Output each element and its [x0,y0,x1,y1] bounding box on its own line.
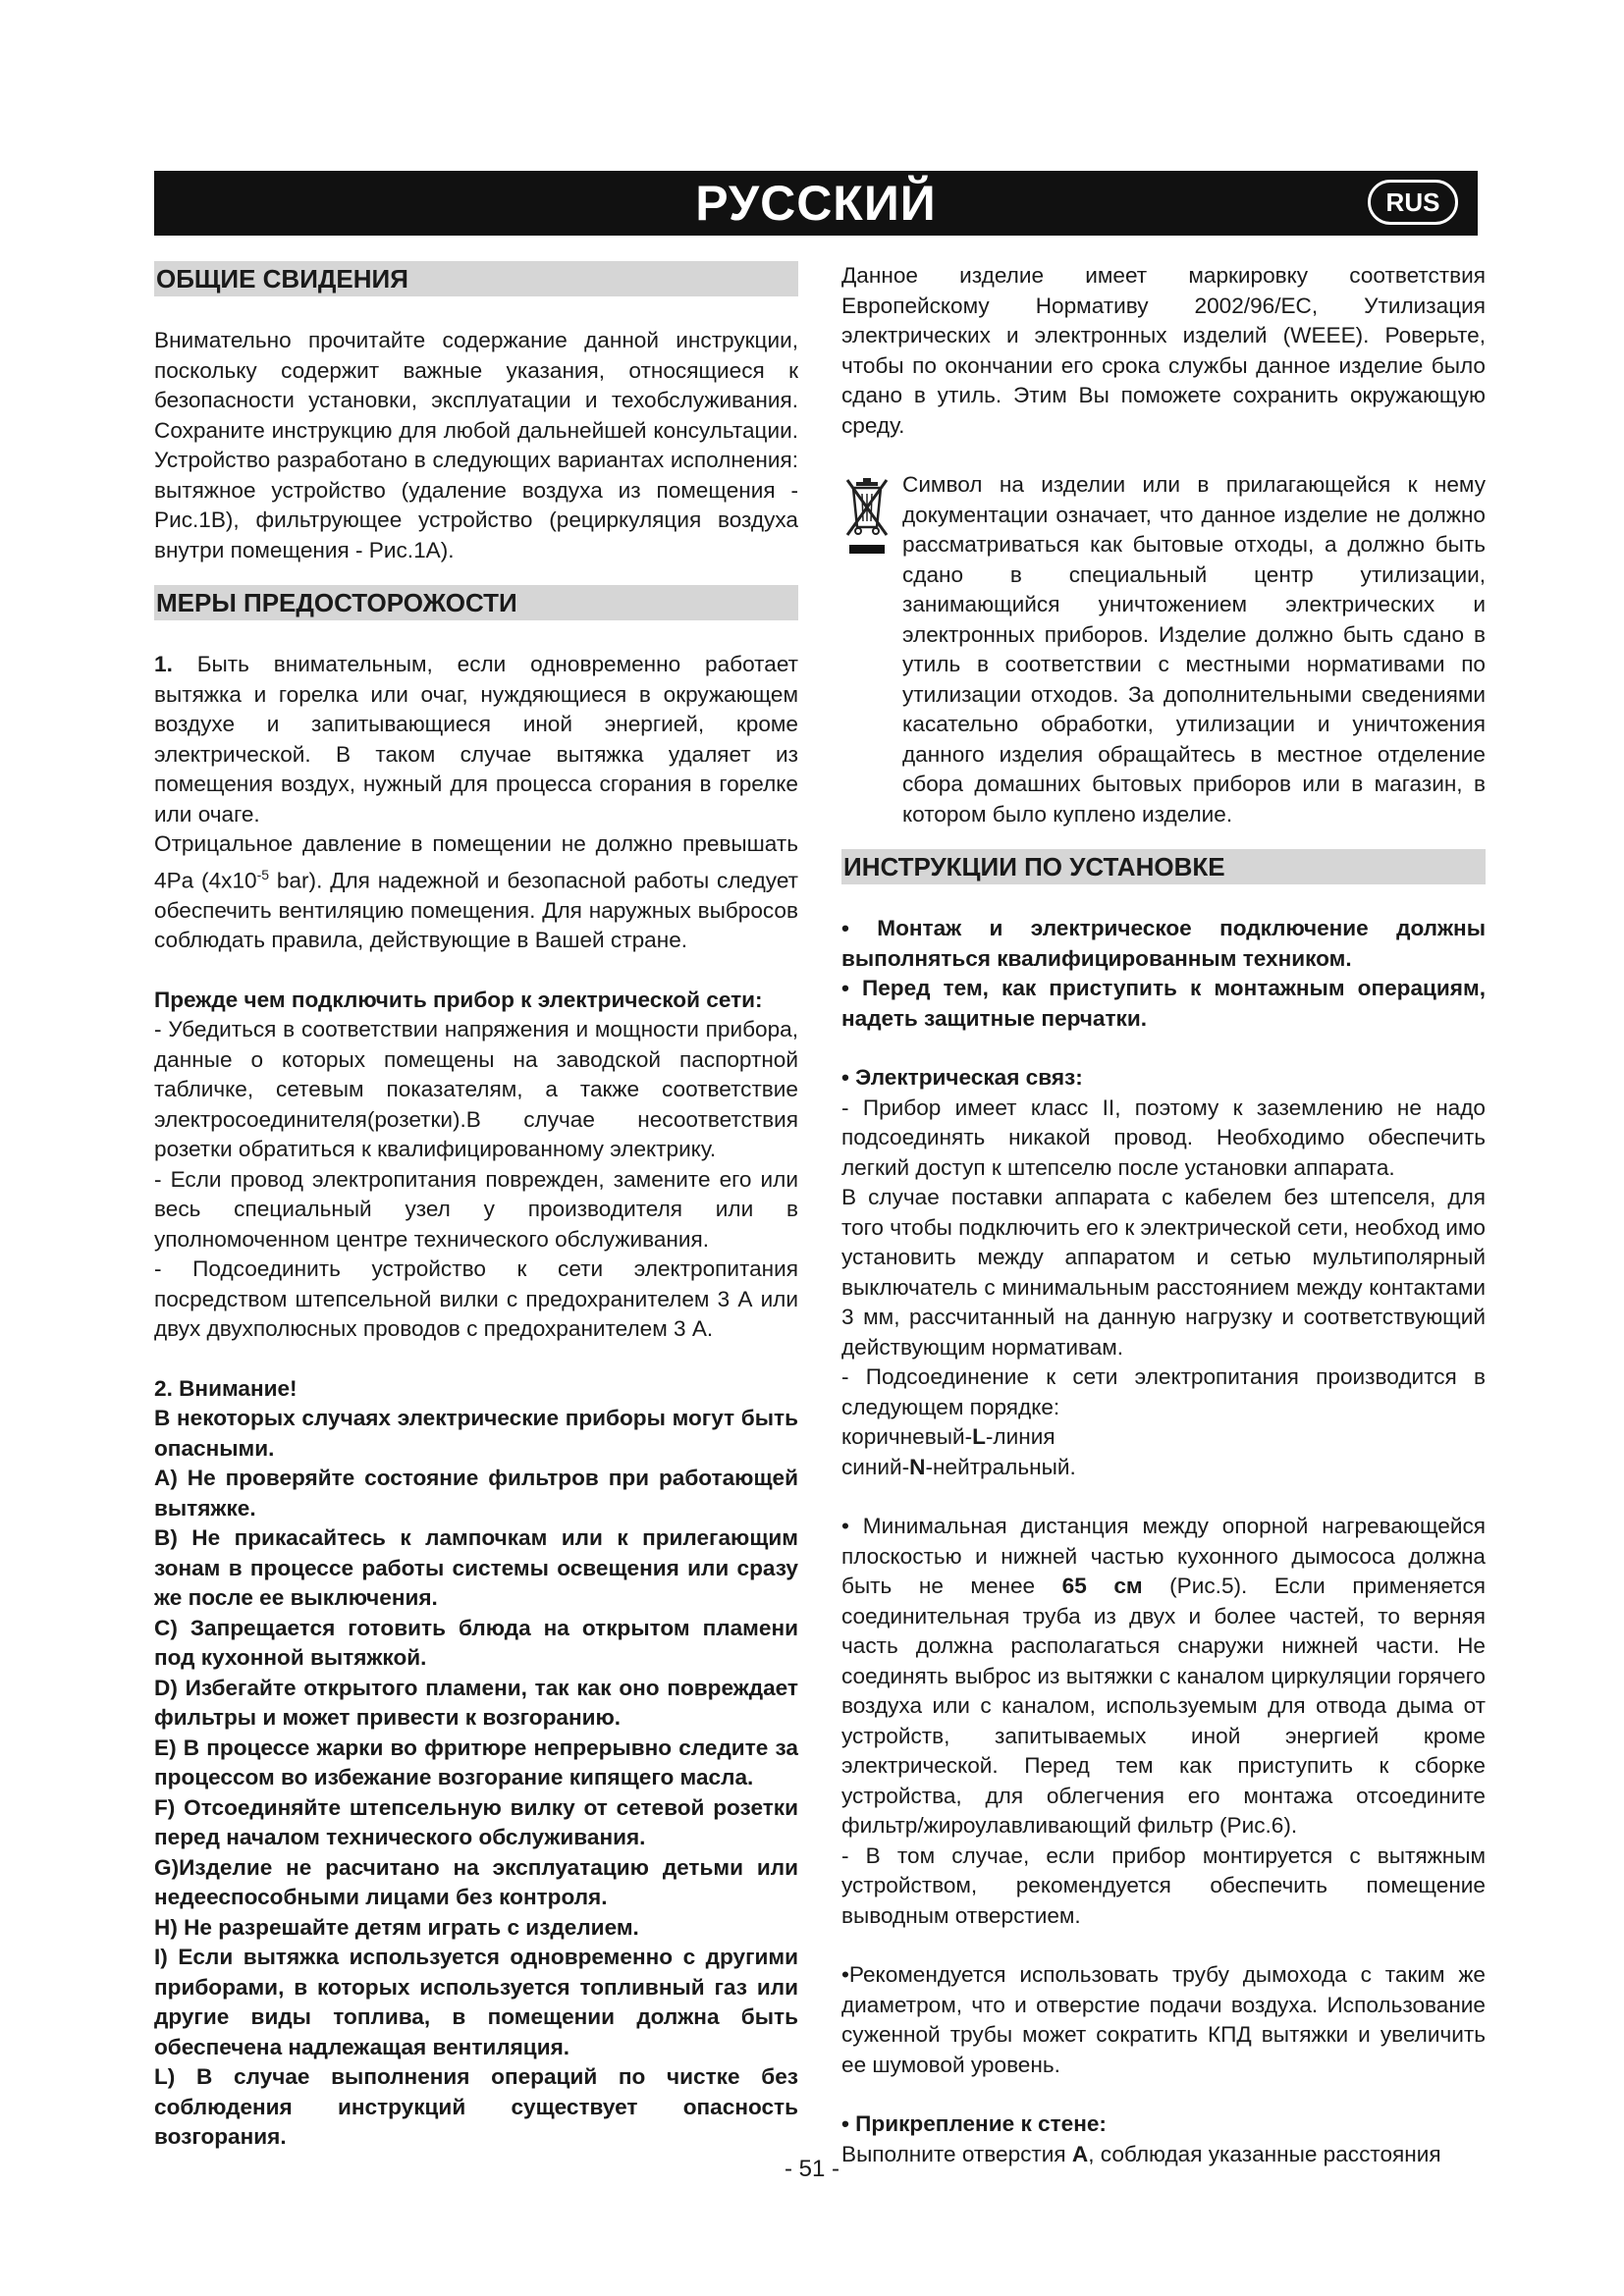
warning-d: D) Избегайте открытого пламени, так как оно повреждает фильтры и может привести к возгоранию. [154,1675,798,1731]
install-note-1: • Монтаж и электрическое подключение должны выполняться квалифицированным техником. [841,916,1486,971]
weee-symbol-text: Символ на изделии или в прилагающейся к нему документации означает, что данное изделие не должно рассматриваться как бытовые отходы, а должно быть сдано в специальный центр утилизации, занимающийся уничтожением электрических и электронных приборов. Изделие должно быть сдано в утиль в соответствии с местными нормативами по утилизации отходов. За дополнительными сведениями касательно обработки, утилизации и уничтожения данного изделия обращайтесь в местное отделение сбора домашних бытовых приборов или в магазин, в котором было куплено изделие. [902,472,1486,827]
section-title-general: ОБЩИЕ СВИДЕНИЯ [154,261,798,296]
connection-item-2: - Если провод электропитания поврежден, замените его или весь специальный узел у производителя или в уполномоченном центре технического обслуживания. [154,1166,798,1252]
distance-text-c: (Рис.5). Если применяется соединительная труба из двух и более частей, то верняя часть должна располагаться снаружи нижней части. Не соединять выброс из вытяжки с каналом циркуляции горячего воздуха или с каналом, используемым для отвода дыма от устройств, запитываемых иной энергией кроме электрической. Перед тем как приступить к сборке устройства, для облегчения его монтажа отсоедините фильтр/жироулавливающий фильтр (Рис.6). [841,1574,1486,1838]
weee-symbol-row [841,470,1486,829]
language-badge: RUS [1368,180,1458,225]
weee-paragraph: Данное изделие имеет маркировку соответствия Европейскому Нормативу 2002/96/EC, Утилизация электрических и электронных изделий (WEEE). Роверьте, чтобы по окончании его срока службы данное изделие было сдано в утиль. Этим Вы поможете сохранить окружающую среду. [841,263,1486,438]
warning-l: L) В случае выполнения операций по чистке без соблюдения инструкций существует опасность возгорания. [154,2064,798,2150]
pressure-text-a: Отрицальное давление в помещении не должно превышать 4Pa (4x10 [154,831,798,893]
section-title-precautions: МЕРЫ ПРЕДОСТОРОЖОСТИ [154,585,798,620]
distance-value: 65 см [1061,1574,1143,1598]
distance-paragraph [841,1512,1486,1842]
distance-note: - В том случае, если прибор монтируется с вытяжным устройством, рекомендуется обеспечить помещение выводным отверстием. [841,1842,1486,1928]
section-title-installation: ИНСТРУКЦИИ ПО УСТАНОВКЕ [841,849,1486,884]
warning-a: A) Не проверяйте состояние фильтров при работающей вытяжке. [154,1466,798,1521]
wire-brown-a: коричневый- [841,1424,973,1449]
wire-blue-letter: N [909,1454,926,1479]
wire-brown-letter: L [972,1424,986,1449]
wall-title: • Прикрепление к стене: [841,2111,1107,2136]
electrical-item-1: - Прибор имеет класс II, поэтому к заземлению не надо подсоединять никакой провод. Необходимо обеспечить легкий доступ к штепселю после установки аппарата. [841,1095,1486,1180]
warning-title: 2. Внимание! [154,1375,298,1401]
warning-c: C) Запрещается готовить блюда на открытом пламени под кухонной вытяжкой. [154,1615,798,1671]
page-number: - 51 - [784,2156,839,2182]
warning-e: E) В процессе жарки во фритюре непрерывно следите за процессом во избежание возгорание кипящего масла. [154,1735,798,1790]
electrical-title: • Электрическая связ: [841,1065,1083,1090]
pressure-text-b: bar). Для надежной и безопасной работы следует обеспечить вентиляцию помещения. Для наружных выбросов соблюдать правила, действующие в Вашей стране. [154,868,798,953]
pressure-paragraph [154,829,798,956]
wire-blue-a: синий- [841,1454,910,1479]
electrical-item-2: В случае поставки аппарата с кабелем без штепселя, для того чтобы подключить его к электрической сети, необход имо установить между аппаратом и сетью мультиполярный выключатель с минимальным расстоянием между контактами 3 мм, рассчитанный на данную нагрузку и соответствующий действующим нормативам. [841,1185,1486,1360]
precaution-1 [154,650,798,829]
warning-h: H) Не разрешайте детям играть с изделием. [154,1914,639,1940]
connection-item-1: - Убедиться в соответствии напряжения и мощности прибора, данные о которых помещены на заводской паспортной табличке, сетевым показателям, а также соответствие электросоединителя(розетки).В случае несоответствия розетки обратиться к квалифицированному электрику. [154,1017,798,1162]
warning-g: G)Изделие не расчитано на эксплуатацию детьми или недееспособными лицами без контроля. [154,1854,798,1910]
wire-blue [841,1453,1486,1483]
warning-f: F) Отсоединяйте штепсельную вилку от сетевой розетки перед началом технического обслуживания. [154,1794,798,1850]
warning-intro: В некоторых случаях электрические приборы могут быть опасными. [154,1406,798,1461]
distance-text-a: • Минимальная дистанция между опорной нагревающейся плоскостью и нижней частью кухонного дымососа должна быть не менее [841,1514,1486,1598]
wall-text-a: Выполните отверстия [841,2141,1072,2166]
wire-brown [841,1422,1486,1453]
warning-b: B) Не прикасайтесь к лампочкам или к прилегающим зонам в процессе работы системы освещения или сразу же после ее выключения. [154,1525,798,1611]
connection-item-3: - Подсоединить устройство к сети электропитания посредством штепсельной вилки с предохранителем 3 А или двух двухполюсных проводов с предохранителем 3 А. [154,1256,798,1342]
wire-brown-c: -линия [985,1424,1056,1449]
wall-text-c: , соблюдая указанные расстояния [1088,2141,1441,2166]
install-note-2: • Перед тем, как приступить к монтажным операциям, надеть защитные перчатки. [841,976,1486,1031]
warning-i: I) Если вытяжка используется одновременно с другими приборами, в которых используется топливный газ или другие виды топлива, в помещении должна быть обеспечена надлежащая вентиляция. [154,1945,798,2059]
wire-blue-c: -нейтральный. [925,1454,1076,1479]
pipe-paragraph: •Рекомендуется использовать трубу дымохода с таким же диаметром, что и отверстие подачи воздуха. Использование суженной трубы может сократить КПД вытяжки и увеличить ее шумовой уровень. [841,1962,1486,2077]
right-column [841,261,1486,2169]
electrical-item-3: - Подсоединение к сети электропитания производится в следующем порядке: [841,1364,1486,1419]
banner-title: РУССКИЙ [695,176,937,231]
crossed-bin-icon [841,474,893,564]
wall-letter: A [1071,2141,1089,2166]
connection-title: Прежде чем подключить прибор к электрической сети: [154,987,763,1012]
precaution-1-number: 1. [154,652,173,676]
precaution-1-text: Быть внимательным, если одновременно работает вытяжка и горелка или очаг, нуждяющиеся в окружающем воздухе и запитывающиеся иной энергией, кроме электрической. В таком случае вытяжка удаляет из помещения воздух, нужный для процесса сгорания в горелке или очаге. [154,652,798,827]
left-column [154,261,798,2153]
general-paragraph: Внимательно прочитайте содержание данной инструкции, поскольку содержит важные указания, относящиеся к безопасности установки, эксплуатации и техобслуживания. Сохраните инструкцию для любой дальнейшей консультации. Устройство разработано в следующих вариантах исполнения: вытяжное устройство (удаление воздуха из помещения - Рис.1B), фильтрующее устройство (рециркуляция воздуха внутри помещения - Рис.1A). [154,328,798,562]
pressure-exponent: -5 [256,866,270,882]
language-banner [154,171,1478,236]
